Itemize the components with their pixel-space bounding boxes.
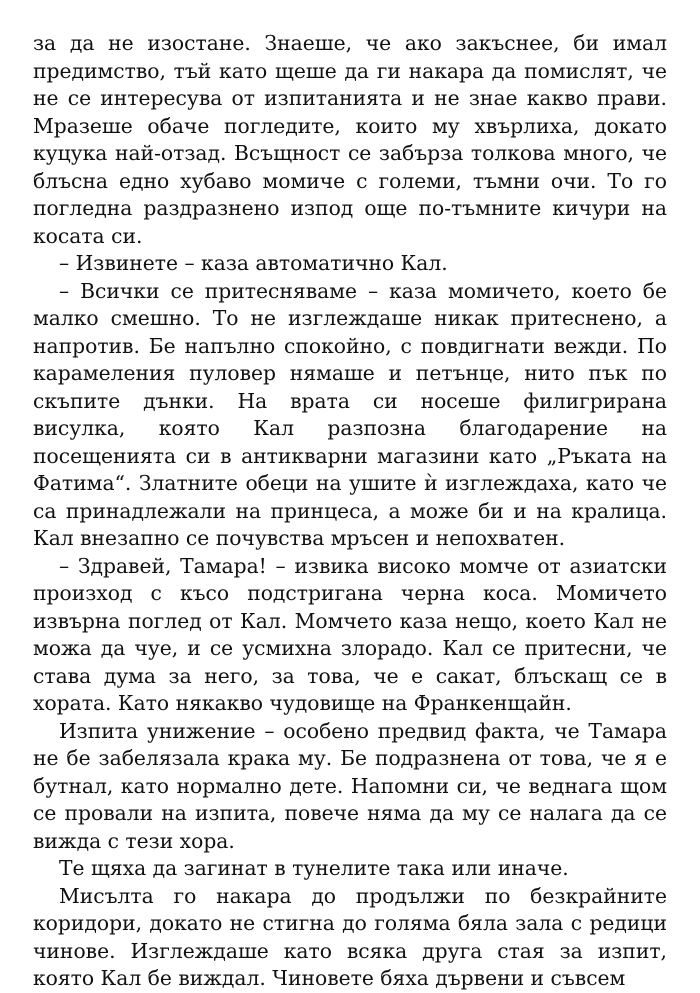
- paragraph-4: – Здравей, Тамара! – извика високо момче от азиатски произход с късо подстригана черна коса. Момичето извърна поглед от Кал. Момчето каза нещо, което Кал не можа да чуе, и се усмихна злорадо. Кал се притесни, че става дума за него, за това, че е сакат, блъскащ се в хората. Като някакво чудовище на Франкенщайн.: [33, 553, 667, 715]
- paragraph-1: за да не изостане. Знаеше, че ако закъснее, би имал предимство, тъй като щеше да ги накара да помислят, че не се интересува от изпитанията и не знае какво прави. Мразеше обаче погледите, които му хвърлиха, докато куцука най-отзад. Всъщност се забърза толкова много, че блъсна едно хубаво момиче с големи, тъмни очи. То го погледна раздразнено изпод още по-тъмните кичури на косата си.: [33, 31, 667, 248]
- paragraph-3: – Всички се притесняваме – каза момичето, което бе малко смешно. То не изглеждаше никак притеснено, а напротив. Бе напълно спокойно, с повдигнати вежди. По карамеления пуловер нямаше и петънце, нито пък по скъпите дънки. На врата си носеше филигрирана висулка, която Кал разпозна благодарение на посещенията си в антикварни магазини като „Ръката на Фатима“. Златните обеци на ушите ѝ изглеждаха, като че са принадлежали на принцеса, а може би и на кралица. Кал внезапно се почувства мръсен и непохватен.: [33, 278, 667, 550]
- paragraph-7: Мисълта го накара до продължи по безкрайните коридори, докато не стигна до голяма бяла зала с редици чинове. Изглеждаше като всяка друга стая за изпит, която Кал бе виждал. Чиновете бяха дървени и съвсем: [33, 883, 667, 990]
- book-page: [33, 30, 667, 993]
- paragraph-5: Изпита унижение – особено предвид факта, че Тамара не бе забелязала крака му. Бе подразнена от това, че я е бутнал, като нормално дете. Напомни си, че веднага щом се провали на изпита, повече няма да му се налага да се вижда с тези хора.: [33, 718, 667, 853]
- paragraph-6: Те щяха да загинат в тунелите така или иначе.: [59, 856, 569, 880]
- paragraph-2: – Извинете – каза автоматично Кал.: [59, 251, 448, 275]
